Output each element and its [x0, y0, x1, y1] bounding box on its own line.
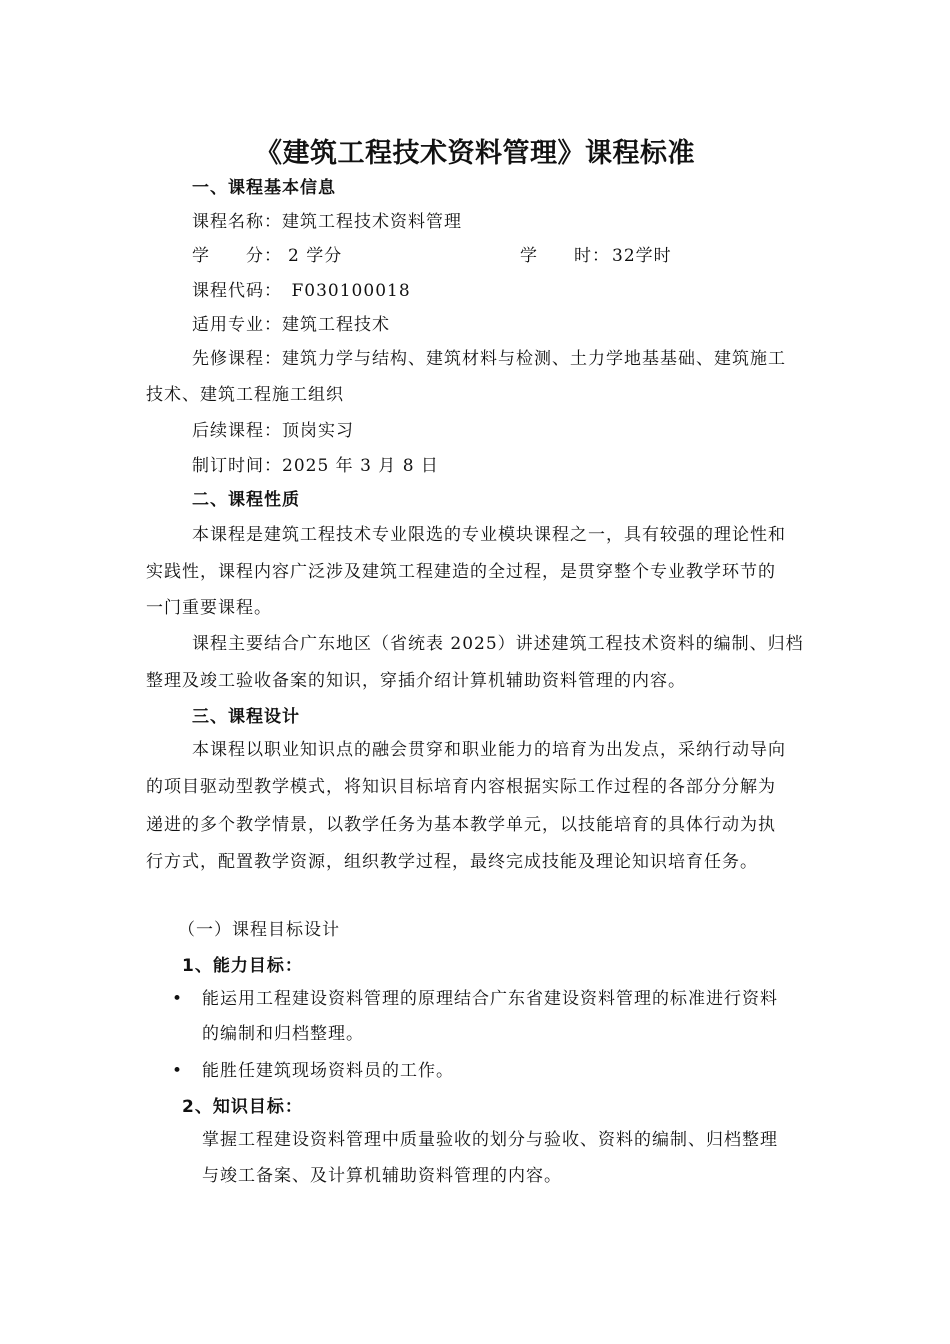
section-heading-design: 三、课程设计 [192, 707, 300, 727]
ability-item-2-line-1: 能胜任建筑现场资料员的工作。 [202, 1061, 454, 1081]
subsection-course-goals: （一）课程目标设计 [178, 920, 340, 940]
hours-value: 32学时 [612, 246, 672, 266]
design-paragraph-line-3: 递进的多个教学情景，以教学任务为基本教学单元，以技能培育的具体行动为执 [146, 815, 776, 835]
revision-date: 制订时间：2025 年 3 月 8 日 [192, 456, 439, 476]
nature-paragraph-1-line-1: 本课程是建筑工程技术专业限选的专业模块课程之一，具有较强的理论性和 [192, 525, 786, 545]
design-paragraph-line-1: 本课程以职业知识点的融会贯穿和职业能力的培育为出发点，采纳行动导向 [192, 740, 786, 760]
knowledge-goals-heading: 2、知识目标： [182, 1097, 303, 1117]
section-heading-nature: 二、课程性质 [192, 490, 300, 510]
nature-paragraph-1-line-2: 实践性，课程内容广泛涉及建筑工程建造的全过程，是贯穿整个专业教学环节的 [146, 562, 776, 582]
nature-paragraph-2-line-2: 整理及竣工验收备案的知识，穿插介绍计算机辅助资料管理的内容。 [146, 671, 686, 691]
ability-item-1-line-1: 能运用工程建设资料管理的原理结合广东省建设资料管理的标准进行资料 [202, 989, 778, 1009]
prerequisite-line-2: 技术、建筑工程施工组织 [146, 385, 344, 405]
ability-goals-heading: 1、能力目标： [182, 956, 303, 976]
knowledge-item-1-line-2: 与竣工备案、及计算机辅助资料管理的内容。 [202, 1166, 562, 1186]
section-heading-basic-info: 一、课程基本信息 [192, 178, 336, 198]
bullet-icon: • [172, 989, 183, 1009]
course-name: 课程名称：建筑工程技术资料管理 [192, 212, 462, 232]
nature-paragraph-1-line-3: 一门重要课程。 [146, 598, 272, 618]
course-code: 课程代码： F030100018 [192, 281, 411, 301]
knowledge-item-1-line-1: 掌握工程建设资料管理中质量验收的划分与验收、资料的编制、归档整理 [202, 1130, 778, 1150]
document-title: 《建筑工程技术资料管理》课程标准 [255, 138, 695, 169]
credits-label: 学 分： [192, 246, 282, 266]
followup-course: 后续课程：顶岗实习 [192, 421, 354, 441]
applicable-major: 适用专业：建筑工程技术 [192, 315, 390, 335]
credits-value: 2 学分 [288, 246, 343, 266]
bullet-icon: • [172, 1061, 183, 1081]
design-paragraph-line-2: 的项目驱动型教学模式，将知识目标培育内容根据实际工作过程的各部分分解为 [146, 777, 776, 797]
design-paragraph-line-4: 行方式，配置教学资源，组织教学过程，最终完成技能及理论知识培育任务。 [146, 852, 758, 872]
ability-item-1-line-2: 的编制和归档整理。 [202, 1024, 364, 1044]
prerequisite-line-1: 先修课程：建筑力学与结构、建筑材料与检测、土力学地基基础、建筑施工 [192, 349, 786, 369]
nature-paragraph-2-line-1: 课程主要结合广东地区（省统表 2025）讲述建筑工程技术资料的编制、归档 [192, 634, 804, 654]
hours-label: 学 时： [520, 246, 610, 266]
